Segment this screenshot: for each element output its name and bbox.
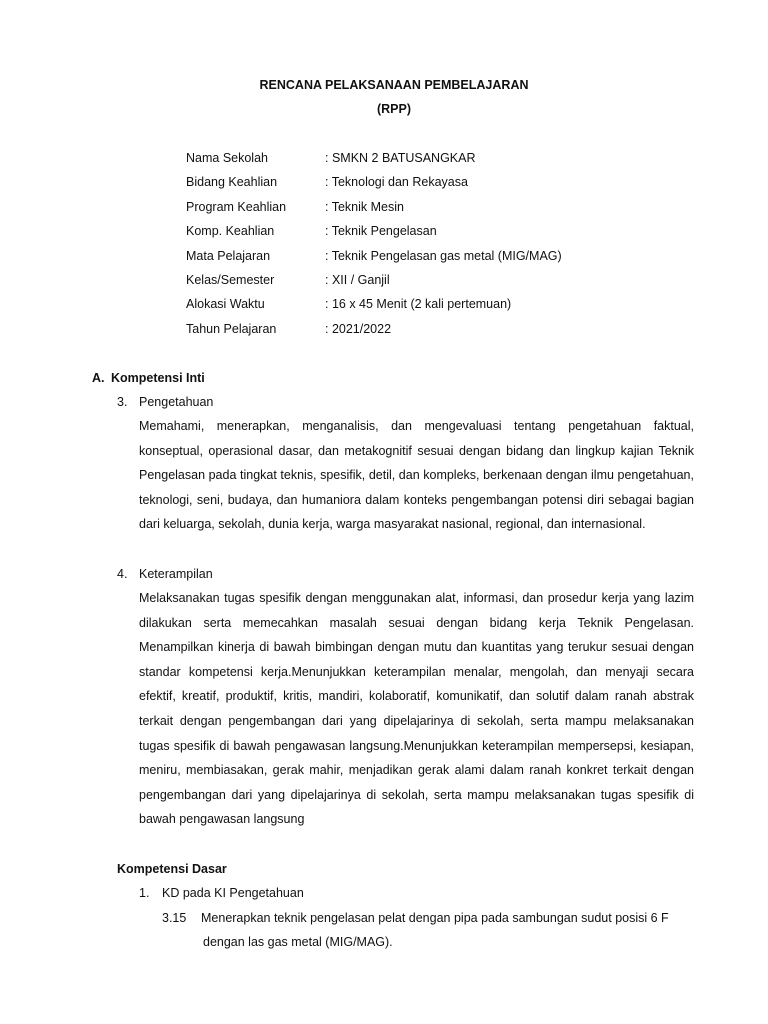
info-value-kelas-semester: : XII / Ganjil xyxy=(325,273,390,287)
info-label-alokasi-waktu: Alokasi Waktu xyxy=(186,297,265,311)
item-3-title: Pengetahuan xyxy=(139,395,214,409)
info-label-bidang-keahlian: Bidang Keahlian xyxy=(186,175,278,189)
info-label-komp-keahlian: Komp. Keahlian xyxy=(186,224,275,238)
info-value-bidang-keahlian: : Teknologi dan Rekayasa xyxy=(325,175,468,189)
section-a-heading: Kompetensi Inti xyxy=(111,371,205,385)
kd-item-title: KD pada KI Pengetahuan xyxy=(162,886,304,900)
info-label-nama-sekolah: Nama Sekolah xyxy=(186,151,268,165)
info-value-tahun-pelajaran: : 2021/2022 xyxy=(325,322,392,336)
item-4-body: Melaksanakan tugas spesifik dengan menggunakan alat, informasi, dan prosedur kerja yang lazim dilakukan serta memecahkan masalah sesuai dengan bidang kerja Teknik Pengelasan. Menampilkan kinerja di bawah bimbingan dengan mutu dan kuantitas yang terukur sesuai dengan standar kompetensi kerja.Menunjukkan keterampilan menalar, mengolah, dan menyaji secara efektif, kreatif, produktif, kritis, mandiri, kolaboratif, komunikatif, dan solutif dalam ranah abstrak terkait dengan pengembangan dari yang dipelajarinya di sekolah, serta mampu melaksanakan tugas spesifik di bawah pengawasan langsung.Menunjukkan keterampilan mempersepsi, kesiapan, meniru, membiasakan, gerak mahir, menjadikan gerak alami dalam ranah konkret terkait dengan pengembangan dari yang dipelajarinya di sekolah, serta mampu melaksanakan tugas spesifik di bawah pengawasan langsung xyxy=(139,591,694,827)
info-value-mata-pelajaran: : Teknik Pengelasan gas metal (MIG/MAG) xyxy=(325,249,562,263)
info-value-alokasi-waktu: : 16 x 45 Menit (2 kali pertemuan) xyxy=(325,297,512,311)
info-value-program-keahlian: : Teknik Mesin xyxy=(325,200,404,214)
info-label-kelas-semester: Kelas/Semester xyxy=(186,273,275,287)
document-title: RENCANA PELAKSANAAN PEMBELAJARAN xyxy=(259,78,529,92)
section-b-heading: Kompetensi Dasar xyxy=(117,862,227,876)
info-label-tahun-pelajaran: Tahun Pelajaran xyxy=(186,322,277,336)
item-4-title: Keterampilan xyxy=(139,567,213,581)
kd-3-15-text-line2: dengan las gas metal (MIG/MAG). xyxy=(203,935,393,949)
info-label-mata-pelajaran: Mata Pelajaran xyxy=(186,249,271,263)
item-4-number: 4. xyxy=(117,567,128,581)
info-label-program-keahlian: Program Keahlian xyxy=(186,200,287,214)
item-3-number: 3. xyxy=(117,395,128,409)
section-a-marker: A. xyxy=(92,371,105,385)
info-value-komp-keahlian: : Teknik Pengelasan xyxy=(325,224,437,238)
kd-3-15-text-line1: Menerapkan teknik pengelasan pelat dengan pipa pada sambungan sudut posisi 6 F xyxy=(201,911,669,925)
item-3-body: Memahami, menerapkan, menganalisis, dan mengevaluasi tentang pengetahuan faktual, konseptual, operasional dasar, dan metakognitif sesuai dengan bidang dan lingkup kajian Teknik Pengelasan pada tingkat teknis, spesifik, detil, dan kompleks, berkenaan dengan ilmu pengetahuan, teknologi, seni, budaya, dan humaniora dalam konteks pengembangan potensi diri sebagai bagian dari keluarga, sekolah, dunia kerja, warga masyarakat nasional, regional, dan internasional. xyxy=(139,419,694,532)
info-value-nama-sekolah: : SMKN 2 BATUSANGKAR xyxy=(325,151,476,165)
kd-item-number: 1. xyxy=(139,886,150,900)
document-subtitle: (RPP) xyxy=(376,102,412,116)
kd-3-15-number: 3.15 xyxy=(162,911,187,925)
